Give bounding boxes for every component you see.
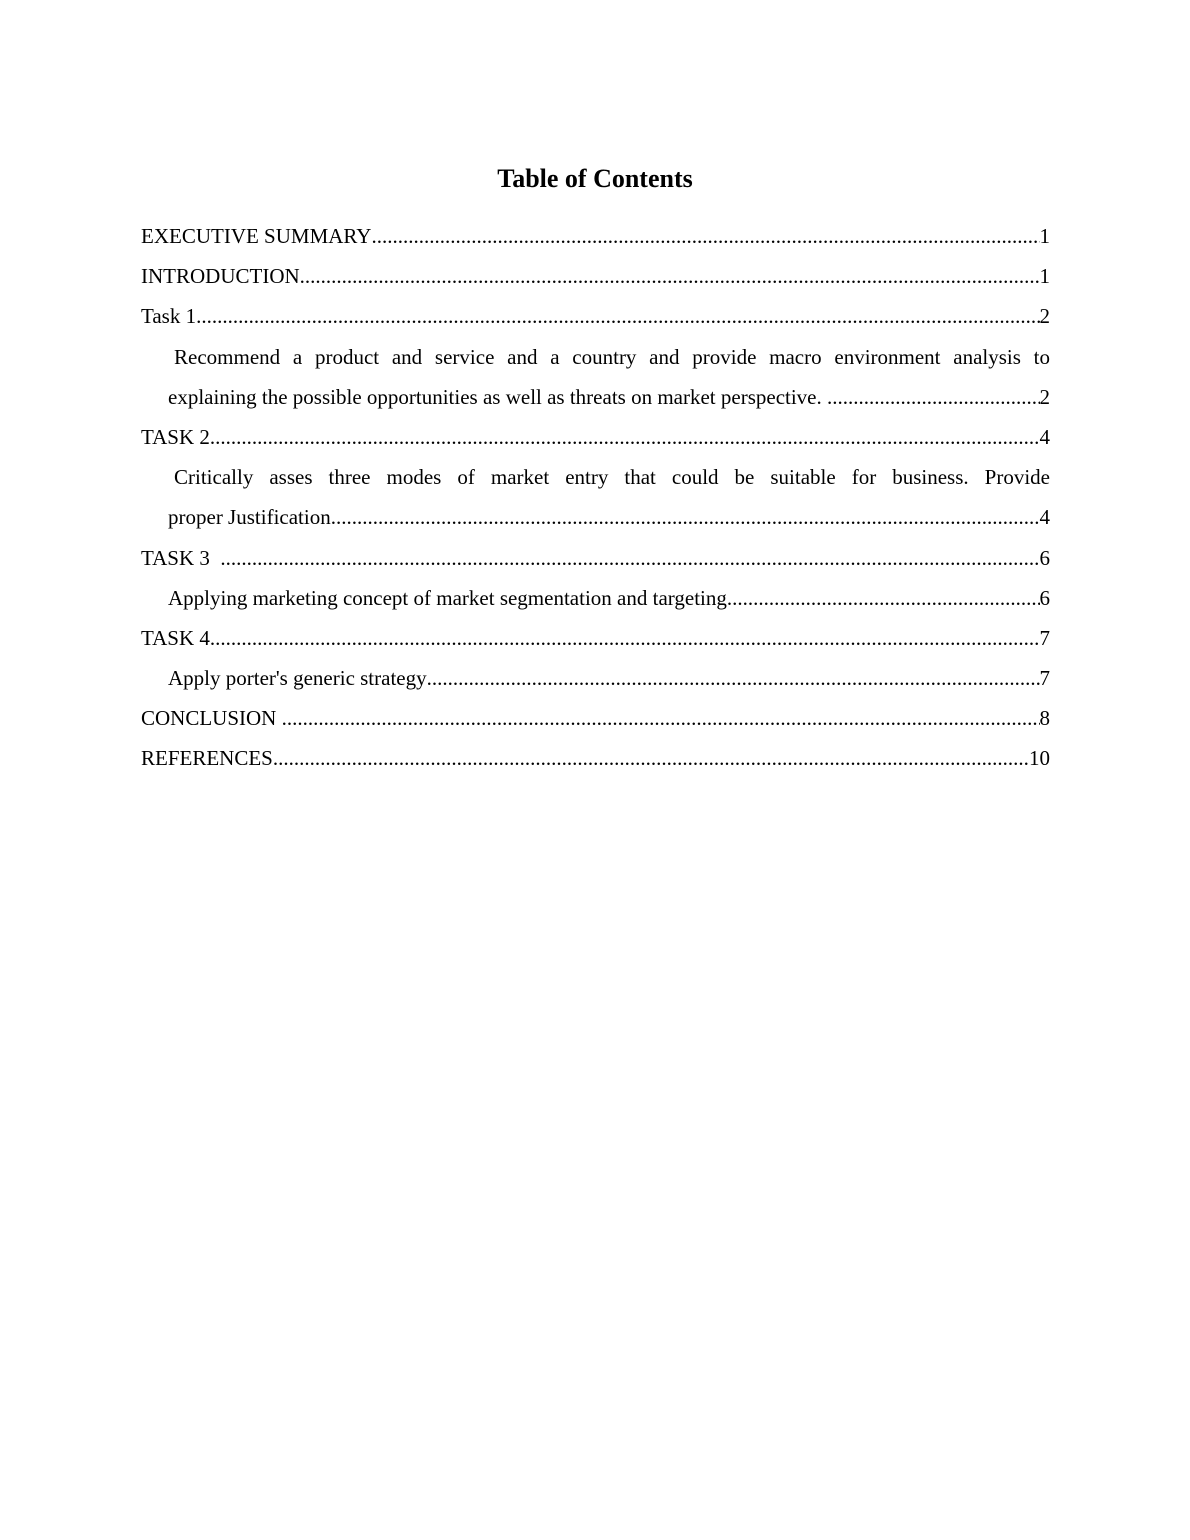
toc-page-number: 1: [1039, 264, 1050, 289]
toc-entry-recommend-line-2[interactable]: [141, 377, 1050, 417]
toc-page-number: 7: [1039, 666, 1050, 691]
toc-entry-label: CONCLUSION: [141, 706, 282, 731]
toc-entry-critically-line-1[interactable]: [141, 457, 1050, 497]
toc-entry-porter-strategy[interactable]: [141, 658, 1050, 698]
toc-entry-executive-summary[interactable]: [141, 216, 1050, 256]
toc-leader-dots: [727, 578, 1040, 618]
toc-page-number: 2: [1039, 304, 1050, 329]
toc-page-number: 8: [1039, 706, 1050, 731]
toc-entry-critically-line-2[interactable]: [141, 497, 1050, 537]
toc-leader-dots: [331, 497, 1040, 537]
toc-leader-dots: [300, 256, 1040, 296]
toc-entry-task-1[interactable]: [141, 296, 1050, 336]
toc-leader-dots: [210, 417, 1040, 457]
toc-leader-dots: [282, 698, 1040, 738]
toc-entry-label: TASK 3: [141, 545, 221, 570]
toc-leader-dots: [210, 618, 1040, 658]
toc-entry-label: Applying marketing concept of market segmentation and targeting: [168, 585, 727, 610]
toc-entry-label: TASK 2: [141, 424, 210, 449]
toc-leader-dots: [427, 658, 1040, 698]
toc-entry-label: EXECUTIVE SUMMARY: [141, 224, 372, 248]
toc-page-number: 6: [1039, 585, 1050, 610]
toc-entry-label: TASK 4: [141, 625, 210, 650]
toc-entry-introduction[interactable]: [141, 256, 1050, 296]
toc-page-number: 2: [1039, 384, 1050, 409]
toc-entry-references[interactable]: [141, 738, 1050, 778]
toc-entry-task-4[interactable]: [141, 618, 1050, 658]
toc-entry-recommend-line-1[interactable]: [141, 337, 1050, 377]
toc-entry-label: proper Justification: [168, 505, 331, 530]
toc-entry-label: Apply porter's generic strategy: [168, 666, 427, 691]
toc-entry-task-2[interactable]: [141, 417, 1050, 457]
toc-leader-dots: [827, 377, 1040, 417]
toc-entry-label: Recommend a product and service and a country and provide macro environment analysis to: [174, 344, 1050, 369]
toc-page-number: 7: [1039, 625, 1050, 650]
toc-entry-label: explaining the possible opportunities as well as threats on market perspective.: [168, 384, 827, 409]
toc-leader-dots: [196, 296, 1039, 336]
toc-page-number: 1: [1039, 224, 1050, 248]
toc-page-number: 4: [1039, 424, 1050, 449]
toc-entry-task-3[interactable]: [141, 538, 1050, 578]
toc-title: Table of Contents: [497, 164, 693, 193]
toc-page-number: 10: [1029, 746, 1050, 771]
toc-leader-dots: [371, 216, 1039, 256]
toc-entry-label: Critically asses three modes of market entry that could be suitable for business. Provide: [174, 465, 1050, 490]
toc-entry-applying-marketing[interactable]: [141, 578, 1050, 618]
toc-page-number: 4: [1039, 505, 1050, 530]
toc-leader-dots: [220, 538, 1039, 578]
toc-entry-label: INTRODUCTION: [141, 264, 300, 289]
toc-entry-label: Task 1: [141, 304, 197, 329]
toc-leader-dots: [273, 738, 1029, 778]
table-of-contents: [141, 216, 1050, 779]
toc-entry-label: REFERENCES: [141, 746, 273, 771]
toc-page-number: 6: [1039, 545, 1050, 570]
toc-entry-conclusion[interactable]: [141, 698, 1050, 738]
